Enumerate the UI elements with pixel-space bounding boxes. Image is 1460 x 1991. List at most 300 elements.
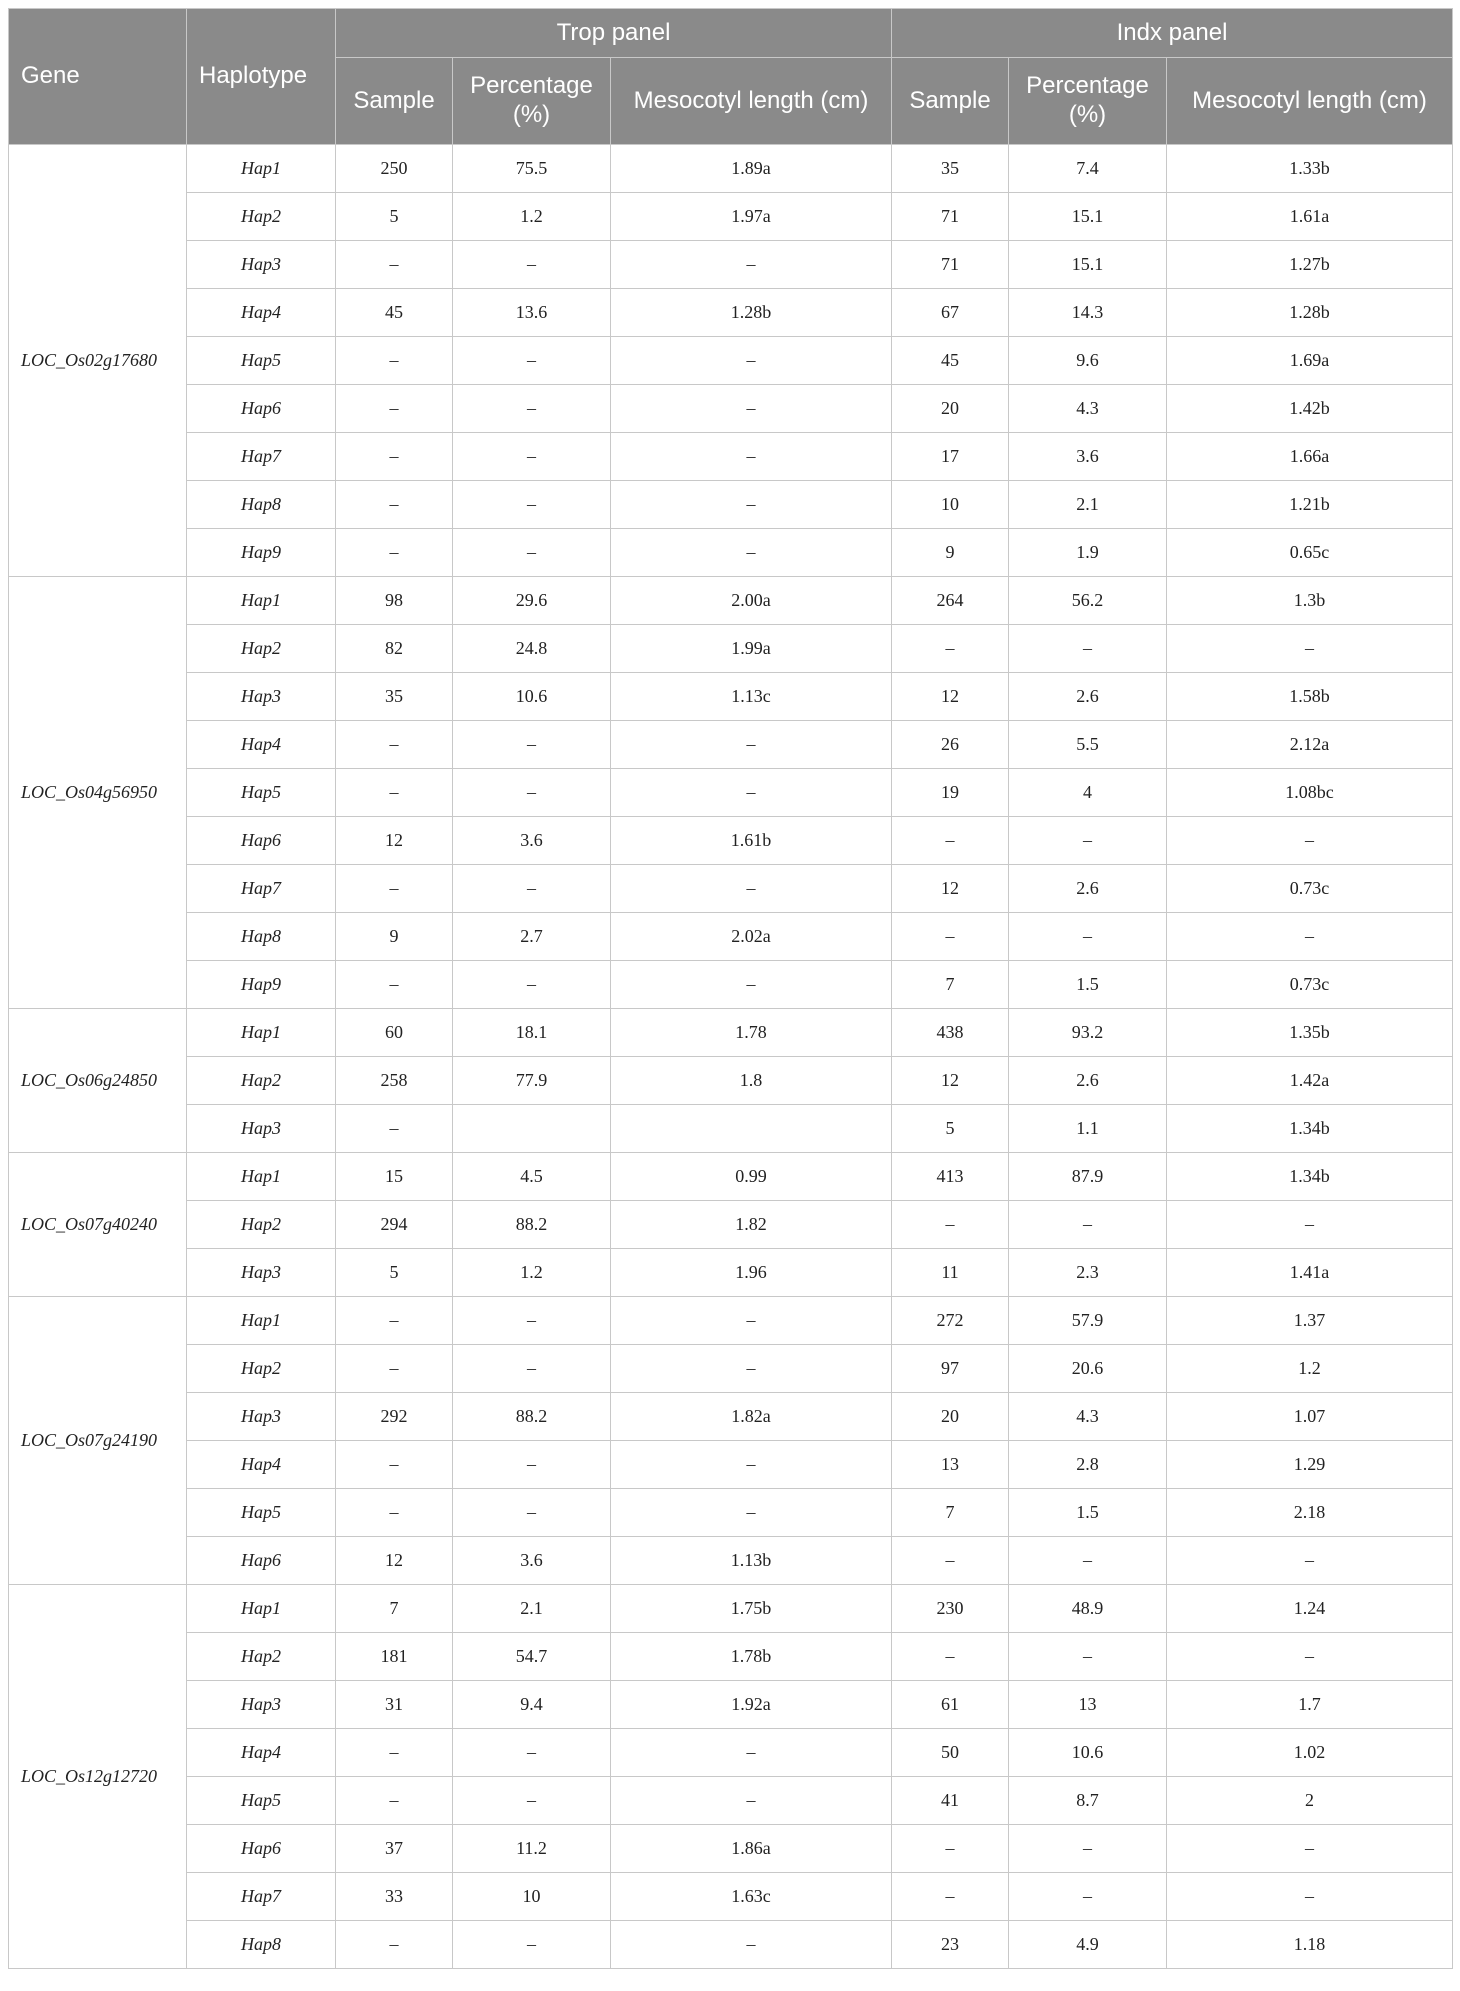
- trop-percentage-cell: 1.2: [453, 1249, 611, 1297]
- table-row: [9, 1825, 1453, 1873]
- indx-sample-cell: 12: [892, 865, 1009, 913]
- table-row: [9, 481, 1453, 529]
- haplotype-cell: Hap2: [187, 193, 336, 241]
- table-row: [9, 241, 1453, 289]
- indx-sample-cell: –: [892, 1873, 1009, 1921]
- haplotype-cell: Hap2: [187, 625, 336, 673]
- haplotype-cell: Hap8: [187, 1921, 336, 1969]
- indx-sample-cell: –: [892, 625, 1009, 673]
- trop-percentage-cell: 13.6: [453, 289, 611, 337]
- indx-sample-cell: 12: [892, 673, 1009, 721]
- indx-percentage-cell: 87.9: [1009, 1153, 1167, 1201]
- haplotype-cell: Hap4: [187, 1441, 336, 1489]
- trop-mesocotyl-cell: 1.63c: [611, 1873, 892, 1921]
- table-row: [9, 145, 1453, 193]
- haplotype-cell: Hap4: [187, 1729, 336, 1777]
- indx-percentage-cell: –: [1009, 625, 1167, 673]
- indx-percentage-cell: 2.6: [1009, 865, 1167, 913]
- trop-mesocotyl-cell: –: [611, 1345, 892, 1393]
- indx-percentage-cell: –: [1009, 1873, 1167, 1921]
- trop-sample-cell: 181: [336, 1633, 453, 1681]
- indx-mesocotyl-cell: 1.2: [1167, 1345, 1453, 1393]
- haplotype-cell: Hap4: [187, 721, 336, 769]
- trop-mesocotyl-cell: 1.13b: [611, 1537, 892, 1585]
- table-row: [9, 1345, 1453, 1393]
- table-row: [9, 1201, 1453, 1249]
- haplotype-table: [8, 8, 1453, 1969]
- trop-percentage-cell: –: [453, 961, 611, 1009]
- trop-mesocotyl-cell: 1.75b: [611, 1585, 892, 1633]
- trop-percentage-cell: –: [453, 433, 611, 481]
- header-trop-mesocotyl: Mesocotyl length (cm): [611, 58, 892, 145]
- trop-percentage-cell: –: [453, 1777, 611, 1825]
- indx-sample-cell: 19: [892, 769, 1009, 817]
- trop-percentage-cell: 54.7: [453, 1633, 611, 1681]
- indx-mesocotyl-cell: 1.34b: [1167, 1105, 1453, 1153]
- indx-sample-cell: 20: [892, 385, 1009, 433]
- trop-percentage-cell: 11.2: [453, 1825, 611, 1873]
- haplotype-cell: Hap1: [187, 1297, 336, 1345]
- indx-sample-cell: 67: [892, 289, 1009, 337]
- indx-sample-cell: –: [892, 1201, 1009, 1249]
- trop-percentage-cell: 3.6: [453, 817, 611, 865]
- table-row: [9, 1009, 1453, 1057]
- indx-sample-cell: 17: [892, 433, 1009, 481]
- indx-mesocotyl-cell: 1.02: [1167, 1729, 1453, 1777]
- indx-percentage-cell: 1.9: [1009, 529, 1167, 577]
- indx-mesocotyl-cell: –: [1167, 1201, 1453, 1249]
- trop-percentage-cell: –: [453, 1729, 611, 1777]
- indx-percentage-cell: 57.9: [1009, 1297, 1167, 1345]
- indx-mesocotyl-cell: 1.29: [1167, 1441, 1453, 1489]
- table-row: [9, 625, 1453, 673]
- trop-mesocotyl-cell: 1.28b: [611, 289, 892, 337]
- trop-sample-cell: 294: [336, 1201, 453, 1249]
- haplotype-cell: Hap2: [187, 1633, 336, 1681]
- gene-cell: LOC_Os02g17680: [9, 145, 187, 577]
- indx-percentage-cell: 93.2: [1009, 1009, 1167, 1057]
- trop-mesocotyl-cell: 1.99a: [611, 625, 892, 673]
- trop-sample-cell: –: [336, 1921, 453, 1969]
- trop-mesocotyl-cell: –: [611, 1921, 892, 1969]
- indx-percentage-cell: 56.2: [1009, 577, 1167, 625]
- indx-mesocotyl-cell: 1.61a: [1167, 193, 1453, 241]
- table-row: [9, 1105, 1453, 1153]
- indx-sample-cell: –: [892, 1633, 1009, 1681]
- trop-mesocotyl-cell: –: [611, 1297, 892, 1345]
- haplotype-cell: Hap9: [187, 529, 336, 577]
- trop-mesocotyl-cell: –: [611, 481, 892, 529]
- indx-percentage-cell: –: [1009, 1201, 1167, 1249]
- indx-mesocotyl-cell: –: [1167, 625, 1453, 673]
- indx-percentage-cell: 1.1: [1009, 1105, 1167, 1153]
- trop-sample-cell: 9: [336, 913, 453, 961]
- indx-mesocotyl-cell: 1.34b: [1167, 1153, 1453, 1201]
- table-row: [9, 721, 1453, 769]
- trop-percentage-cell: 2.1: [453, 1585, 611, 1633]
- table-row: [9, 1489, 1453, 1537]
- gene-cell: LOC_Os12g12720: [9, 1585, 187, 1969]
- trop-mesocotyl-cell: 1.97a: [611, 193, 892, 241]
- indx-mesocotyl-cell: 1.66a: [1167, 433, 1453, 481]
- table-row: [9, 337, 1453, 385]
- trop-percentage-cell: –: [453, 337, 611, 385]
- indx-sample-cell: 413: [892, 1153, 1009, 1201]
- trop-sample-cell: –: [336, 1489, 453, 1537]
- trop-mesocotyl-cell: –: [611, 241, 892, 289]
- table-row: [9, 1057, 1453, 1105]
- trop-sample-cell: –: [336, 385, 453, 433]
- haplotype-cell: Hap2: [187, 1345, 336, 1393]
- indx-percentage-cell: 2.1: [1009, 481, 1167, 529]
- indx-mesocotyl-cell: 1.28b: [1167, 289, 1453, 337]
- indx-sample-cell: –: [892, 817, 1009, 865]
- trop-sample-cell: –: [336, 481, 453, 529]
- trop-percentage-cell: –: [453, 1297, 611, 1345]
- indx-mesocotyl-cell: 1.27b: [1167, 241, 1453, 289]
- trop-sample-cell: –: [336, 337, 453, 385]
- indx-sample-cell: 50: [892, 1729, 1009, 1777]
- table-row: [9, 1585, 1453, 1633]
- indx-mesocotyl-cell: 2: [1167, 1777, 1453, 1825]
- trop-sample-cell: 33: [336, 1873, 453, 1921]
- trop-percentage-cell: 18.1: [453, 1009, 611, 1057]
- trop-sample-cell: 250: [336, 145, 453, 193]
- indx-percentage-cell: 2.6: [1009, 673, 1167, 721]
- trop-percentage-cell: –: [453, 1345, 611, 1393]
- haplotype-cell: Hap6: [187, 385, 336, 433]
- indx-mesocotyl-cell: 1.69a: [1167, 337, 1453, 385]
- haplotype-cell: Hap4: [187, 289, 336, 337]
- indx-sample-cell: 23: [892, 1921, 1009, 1969]
- trop-percentage-cell: –: [453, 481, 611, 529]
- indx-percentage-cell: 1.5: [1009, 961, 1167, 1009]
- trop-percentage-cell: –: [453, 385, 611, 433]
- trop-mesocotyl-cell: 1.78: [611, 1009, 892, 1057]
- haplotype-cell: Hap2: [187, 1201, 336, 1249]
- indx-percentage-cell: 48.9: [1009, 1585, 1167, 1633]
- table-header: [9, 9, 1453, 145]
- table-row: [9, 1537, 1453, 1585]
- indx-mesocotyl-cell: 0.73c: [1167, 961, 1453, 1009]
- table-body: [9, 145, 1453, 1969]
- indx-mesocotyl-cell: 1.41a: [1167, 1249, 1453, 1297]
- indx-percentage-cell: 2.8: [1009, 1441, 1167, 1489]
- trop-mesocotyl-cell: –: [611, 1441, 892, 1489]
- trop-sample-cell: –: [336, 529, 453, 577]
- trop-sample-cell: 292: [336, 1393, 453, 1441]
- trop-sample-cell: 98: [336, 577, 453, 625]
- trop-sample-cell: –: [336, 1441, 453, 1489]
- table-row: [9, 865, 1453, 913]
- trop-mesocotyl-cell: –: [611, 1777, 892, 1825]
- trop-percentage-cell: 9.4: [453, 1681, 611, 1729]
- indx-percentage-cell: 9.6: [1009, 337, 1167, 385]
- haplotype-cell: Hap6: [187, 1537, 336, 1585]
- haplotype-cell: Hap3: [187, 241, 336, 289]
- indx-sample-cell: 7: [892, 1489, 1009, 1537]
- indx-sample-cell: 10: [892, 481, 1009, 529]
- trop-sample-cell: –: [336, 961, 453, 1009]
- header-trop-sample: Sample: [336, 58, 453, 145]
- indx-mesocotyl-cell: 1.42b: [1167, 385, 1453, 433]
- trop-mesocotyl-cell: –: [611, 1489, 892, 1537]
- indx-percentage-cell: 15.1: [1009, 241, 1167, 289]
- trop-mesocotyl-cell: –: [611, 961, 892, 1009]
- indx-sample-cell: 272: [892, 1297, 1009, 1345]
- table-row: [9, 385, 1453, 433]
- trop-percentage-cell: 88.2: [453, 1201, 611, 1249]
- indx-mesocotyl-cell: 1.07: [1167, 1393, 1453, 1441]
- haplotype-cell: Hap6: [187, 1825, 336, 1873]
- header-indx-mesocotyl: Mesocotyl length (cm): [1167, 58, 1453, 145]
- table-row: [9, 1153, 1453, 1201]
- trop-percentage-cell: –: [453, 865, 611, 913]
- indx-percentage-cell: 3.6: [1009, 433, 1167, 481]
- indx-percentage-cell: 15.1: [1009, 193, 1167, 241]
- haplotype-cell: Hap1: [187, 1585, 336, 1633]
- haplotype-cell: Hap8: [187, 913, 336, 961]
- table-row: [9, 817, 1453, 865]
- indx-sample-cell: 13: [892, 1441, 1009, 1489]
- indx-mesocotyl-cell: 1.21b: [1167, 481, 1453, 529]
- haplotype-cell: Hap1: [187, 1153, 336, 1201]
- indx-percentage-cell: 4.3: [1009, 385, 1167, 433]
- haplotype-cell: Hap3: [187, 1249, 336, 1297]
- trop-mesocotyl-cell: 1.78b: [611, 1633, 892, 1681]
- indx-percentage-cell: 2.6: [1009, 1057, 1167, 1105]
- trop-mesocotyl-cell: 1.82a: [611, 1393, 892, 1441]
- haplotype-cell: Hap3: [187, 1393, 336, 1441]
- header-trop-percentage: Percentage (%): [453, 58, 611, 145]
- header-trop-panel: Trop panel: [336, 9, 892, 58]
- trop-percentage-cell: –: [453, 1921, 611, 1969]
- indx-sample-cell: 61: [892, 1681, 1009, 1729]
- trop-percentage-cell: –: [453, 721, 611, 769]
- haplotype-cell: Hap5: [187, 1489, 336, 1537]
- trop-sample-cell: 5: [336, 1249, 453, 1297]
- trop-mesocotyl-cell: 1.86a: [611, 1825, 892, 1873]
- indx-mesocotyl-cell: 1.08bc: [1167, 769, 1453, 817]
- indx-mesocotyl-cell: –: [1167, 1873, 1453, 1921]
- trop-sample-cell: –: [336, 769, 453, 817]
- indx-sample-cell: 41: [892, 1777, 1009, 1825]
- trop-percentage-cell: 88.2: [453, 1393, 611, 1441]
- table-row: [9, 769, 1453, 817]
- indx-sample-cell: 11: [892, 1249, 1009, 1297]
- indx-sample-cell: 71: [892, 241, 1009, 289]
- indx-sample-cell: 264: [892, 577, 1009, 625]
- haplotype-cell: Hap5: [187, 1777, 336, 1825]
- indx-percentage-cell: 10.6: [1009, 1729, 1167, 1777]
- trop-mesocotyl-cell: 1.13c: [611, 673, 892, 721]
- table-row: [9, 577, 1453, 625]
- indx-mesocotyl-cell: –: [1167, 1537, 1453, 1585]
- trop-sample-cell: –: [336, 1105, 453, 1153]
- indx-sample-cell: 26: [892, 721, 1009, 769]
- header-indx-percentage: Percentage (%): [1009, 58, 1167, 145]
- trop-sample-cell: 31: [336, 1681, 453, 1729]
- indx-percentage-cell: –: [1009, 1825, 1167, 1873]
- haplotype-cell: Hap3: [187, 673, 336, 721]
- table-row: [9, 433, 1453, 481]
- haplotype-cell: Hap7: [187, 865, 336, 913]
- trop-sample-cell: 60: [336, 1009, 453, 1057]
- indx-mesocotyl-cell: 1.42a: [1167, 1057, 1453, 1105]
- table-row: [9, 913, 1453, 961]
- trop-sample-cell: –: [336, 721, 453, 769]
- indx-mesocotyl-cell: 1.37: [1167, 1297, 1453, 1345]
- indx-mesocotyl-cell: 1.33b: [1167, 145, 1453, 193]
- haplotype-cell: Hap3: [187, 1105, 336, 1153]
- indx-sample-cell: –: [892, 913, 1009, 961]
- trop-percentage-cell: 77.9: [453, 1057, 611, 1105]
- table-row: [9, 1441, 1453, 1489]
- trop-percentage-cell: 10.6: [453, 673, 611, 721]
- table-row: [9, 1873, 1453, 1921]
- trop-sample-cell: 5: [336, 193, 453, 241]
- haplotype-cell: Hap2: [187, 1057, 336, 1105]
- indx-percentage-cell: 4: [1009, 769, 1167, 817]
- indx-mesocotyl-cell: 2.12a: [1167, 721, 1453, 769]
- haplotype-cell: Hap6: [187, 817, 336, 865]
- trop-mesocotyl-cell: 1.96: [611, 1249, 892, 1297]
- indx-mesocotyl-cell: 0.65c: [1167, 529, 1453, 577]
- haplotype-cell: Hap5: [187, 769, 336, 817]
- trop-sample-cell: 37: [336, 1825, 453, 1873]
- indx-mesocotyl-cell: 1.3b: [1167, 577, 1453, 625]
- trop-percentage-cell: –: [453, 241, 611, 289]
- trop-sample-cell: 258: [336, 1057, 453, 1105]
- trop-percentage-cell: –: [453, 1441, 611, 1489]
- indx-percentage-cell: 4.3: [1009, 1393, 1167, 1441]
- haplotype-cell: Hap9: [187, 961, 336, 1009]
- gene-cell: LOC_Os07g24190: [9, 1297, 187, 1585]
- indx-mesocotyl-cell: 1.58b: [1167, 673, 1453, 721]
- indx-percentage-cell: 14.3: [1009, 289, 1167, 337]
- indx-mesocotyl-cell: –: [1167, 913, 1453, 961]
- indx-mesocotyl-cell: –: [1167, 817, 1453, 865]
- indx-mesocotyl-cell: 1.18: [1167, 1921, 1453, 1969]
- indx-sample-cell: –: [892, 1537, 1009, 1585]
- haplotype-cell: Hap7: [187, 1873, 336, 1921]
- header-indx-panel: Indx panel: [892, 9, 1453, 58]
- indx-sample-cell: 12: [892, 1057, 1009, 1105]
- trop-sample-cell: –: [336, 1297, 453, 1345]
- indx-mesocotyl-cell: 1.7: [1167, 1681, 1453, 1729]
- indx-percentage-cell: 2.3: [1009, 1249, 1167, 1297]
- header-indx-sample: Sample: [892, 58, 1009, 145]
- trop-mesocotyl-cell: 1.89a: [611, 145, 892, 193]
- indx-percentage-cell: 1.5: [1009, 1489, 1167, 1537]
- trop-mesocotyl-cell: –: [611, 385, 892, 433]
- trop-percentage-cell: 24.8: [453, 625, 611, 673]
- table-row: [9, 1393, 1453, 1441]
- gene-cell: LOC_Os07g40240: [9, 1153, 187, 1297]
- indx-sample-cell: 45: [892, 337, 1009, 385]
- table-row: [9, 193, 1453, 241]
- table-row: [9, 1729, 1453, 1777]
- trop-percentage-cell: 10: [453, 1873, 611, 1921]
- indx-sample-cell: 7: [892, 961, 1009, 1009]
- trop-mesocotyl-cell: –: [611, 721, 892, 769]
- trop-mesocotyl-cell: 1.92a: [611, 1681, 892, 1729]
- haplotype-cell: Hap5: [187, 337, 336, 385]
- indx-mesocotyl-cell: 1.35b: [1167, 1009, 1453, 1057]
- indx-sample-cell: 438: [892, 1009, 1009, 1057]
- indx-percentage-cell: 13: [1009, 1681, 1167, 1729]
- trop-mesocotyl-cell: 2.02a: [611, 913, 892, 961]
- indx-percentage-cell: 8.7: [1009, 1777, 1167, 1825]
- trop-percentage-cell: 29.6: [453, 577, 611, 625]
- trop-percentage-cell: [453, 1105, 611, 1153]
- indx-percentage-cell: 20.6: [1009, 1345, 1167, 1393]
- gene-cell: LOC_Os04g56950: [9, 577, 187, 1009]
- table-row: [9, 1297, 1453, 1345]
- trop-mesocotyl-cell: [611, 1105, 892, 1153]
- trop-percentage-cell: 3.6: [453, 1537, 611, 1585]
- trop-mesocotyl-cell: –: [611, 337, 892, 385]
- indx-sample-cell: 9: [892, 529, 1009, 577]
- haplotype-cell: Hap7: [187, 433, 336, 481]
- trop-sample-cell: –: [336, 1729, 453, 1777]
- trop-percentage-cell: –: [453, 1489, 611, 1537]
- indx-sample-cell: 230: [892, 1585, 1009, 1633]
- indx-sample-cell: 20: [892, 1393, 1009, 1441]
- trop-sample-cell: 15: [336, 1153, 453, 1201]
- haplotype-cell: Hap3: [187, 1681, 336, 1729]
- trop-mesocotyl-cell: –: [611, 865, 892, 913]
- trop-mesocotyl-cell: –: [611, 529, 892, 577]
- table-row: [9, 1633, 1453, 1681]
- trop-percentage-cell: –: [453, 529, 611, 577]
- header-haplotype: Haplotype: [187, 9, 336, 145]
- trop-percentage-cell: 4.5: [453, 1153, 611, 1201]
- trop-mesocotyl-cell: –: [611, 769, 892, 817]
- trop-percentage-cell: 1.2: [453, 193, 611, 241]
- gene-cell: LOC_Os06g24850: [9, 1009, 187, 1153]
- indx-percentage-cell: –: [1009, 1537, 1167, 1585]
- header-gene: Gene: [9, 9, 187, 145]
- indx-percentage-cell: –: [1009, 817, 1167, 865]
- table-row: [9, 289, 1453, 337]
- indx-mesocotyl-cell: 1.24: [1167, 1585, 1453, 1633]
- trop-mesocotyl-cell: –: [611, 1729, 892, 1777]
- trop-mesocotyl-cell: –: [611, 433, 892, 481]
- trop-percentage-cell: 2.7: [453, 913, 611, 961]
- indx-mesocotyl-cell: 2.18: [1167, 1489, 1453, 1537]
- indx-percentage-cell: –: [1009, 913, 1167, 961]
- table-row: [9, 1249, 1453, 1297]
- trop-sample-cell: 12: [336, 1537, 453, 1585]
- table-row: [9, 1921, 1453, 1969]
- trop-percentage-cell: –: [453, 769, 611, 817]
- trop-sample-cell: –: [336, 433, 453, 481]
- indx-percentage-cell: –: [1009, 1633, 1167, 1681]
- haplotype-cell: Hap1: [187, 1009, 336, 1057]
- indx-percentage-cell: 4.9: [1009, 1921, 1167, 1969]
- trop-sample-cell: –: [336, 1777, 453, 1825]
- indx-sample-cell: 97: [892, 1345, 1009, 1393]
- table-row: [9, 529, 1453, 577]
- indx-mesocotyl-cell: 0.73c: [1167, 865, 1453, 913]
- indx-sample-cell: 5: [892, 1105, 1009, 1153]
- indx-sample-cell: 35: [892, 145, 1009, 193]
- trop-sample-cell: –: [336, 241, 453, 289]
- trop-sample-cell: –: [336, 1345, 453, 1393]
- haplotype-cell: Hap1: [187, 145, 336, 193]
- trop-mesocotyl-cell: 1.61b: [611, 817, 892, 865]
